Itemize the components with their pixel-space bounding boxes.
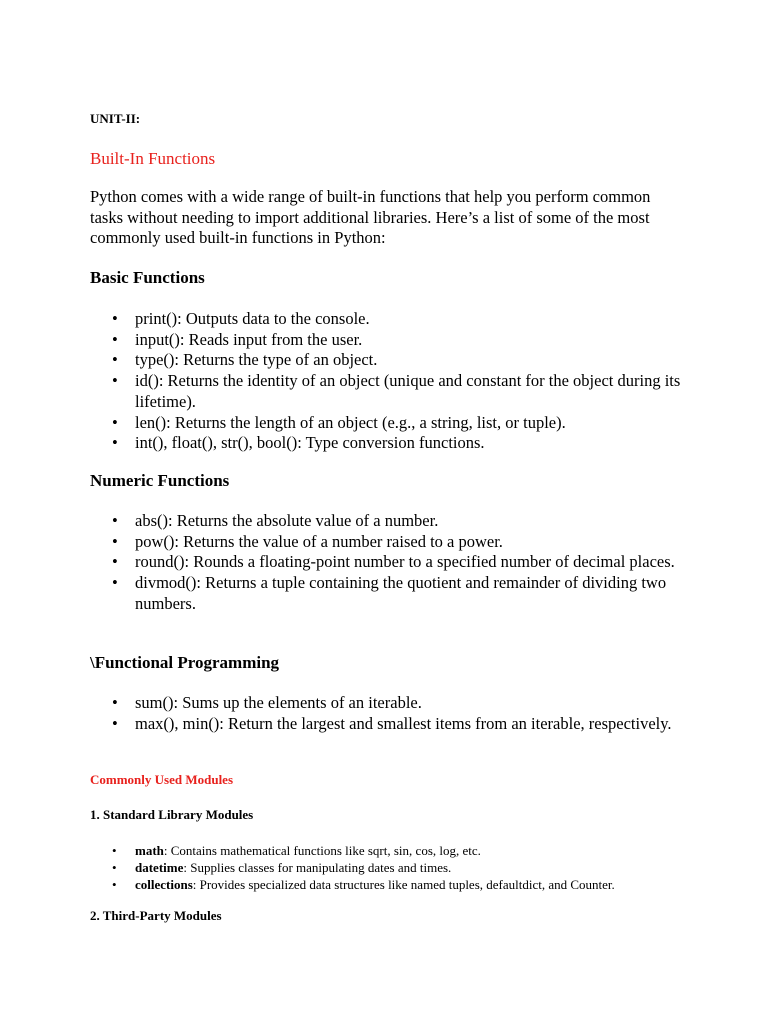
standard-library-heading: 1. Standard Library Modules	[90, 807, 254, 822]
functional-programming-list	[90, 693, 690, 734]
bullet-icon: •	[112, 371, 118, 391]
bullet-icon: •	[112, 350, 118, 370]
list-item: • abs(): Returns the absolute value of a number.	[112, 511, 439, 530]
bullet-icon: •	[112, 433, 118, 453]
bullet-icon: •	[112, 713, 118, 733]
list-item: • int(), float(), str(), bool(): Type conversion functions.	[112, 433, 485, 453]
bullet-icon: •	[112, 531, 118, 551]
module-name: collections	[135, 877, 193, 892]
functional-programming-heading: \Functional Programming	[90, 653, 280, 672]
numeric-functions-list	[90, 511, 690, 615]
basic-functions-list	[90, 309, 690, 454]
list-item: • id(): Returns the identity of an object (unique and constant for the object during its lifetime).	[112, 371, 681, 411]
bullet-icon: •	[112, 573, 118, 593]
bullet-icon: •	[112, 843, 117, 858]
bullet-icon: •	[112, 693, 118, 712]
bullet-icon: •	[112, 412, 118, 432]
list-item: • type(): Returns the type of an object.	[112, 350, 378, 370]
module-name: datetime	[135, 860, 184, 875]
list-item: • max(), min(): Return the largest and smallest items from an iterable, respectively.	[112, 713, 672, 733]
list-item: • print(): Outputs data to the console.	[112, 309, 370, 328]
list-item: • collections: Provides specialized data structures like named tuples, defaultdict, and Counter.	[112, 877, 615, 892]
third-party-heading: 2. Third-Party Modules	[90, 908, 222, 923]
list-item: • math: Contains mathematical functions like sqrt, sin, cos, log, etc.	[112, 843, 481, 858]
bullet-icon: •	[112, 511, 118, 530]
modules-heading: Commonly Used Modules	[90, 772, 234, 787]
basic-functions-heading: Basic Functions	[90, 268, 205, 287]
bullet-icon: •	[112, 329, 118, 349]
bullet-icon: •	[112, 552, 118, 572]
intro-paragraph: Python comes with a wide range of built-in functions that help you perform common tasks without needing to import additional libraries. Here’s a list of some of the most commonly used built-in functions in Python:	[90, 187, 651, 247]
unit-label: UNIT-II:	[90, 111, 141, 126]
bullet-icon: •	[112, 309, 118, 328]
standard-library-list	[90, 842, 710, 893]
list-item: • datetime: Supplies classes for manipulating dates and times.	[112, 860, 452, 875]
bullet-icon: •	[112, 860, 117, 875]
list-item: • pow(): Returns the value of a number raised to a power.	[112, 531, 503, 551]
list-item: • round(): Rounds a floating-point number to a specified number of decimal places.	[112, 552, 675, 572]
list-item: • sum(): Sums up the elements of an iterable.	[112, 693, 422, 712]
numeric-functions-heading: Numeric Functions	[90, 471, 230, 490]
bullet-icon: •	[112, 877, 117, 892]
module-name: math	[135, 843, 164, 858]
list-item: • input(): Reads input from the user.	[112, 329, 363, 349]
list-item: • len(): Returns the length of an object (e.g., a string, list, or tuple).	[112, 412, 566, 432]
list-item: • divmod(): Returns a tuple containing the quotient and remainder of dividing two numbers.	[112, 573, 667, 613]
page-title: Built-In Functions	[90, 149, 216, 168]
